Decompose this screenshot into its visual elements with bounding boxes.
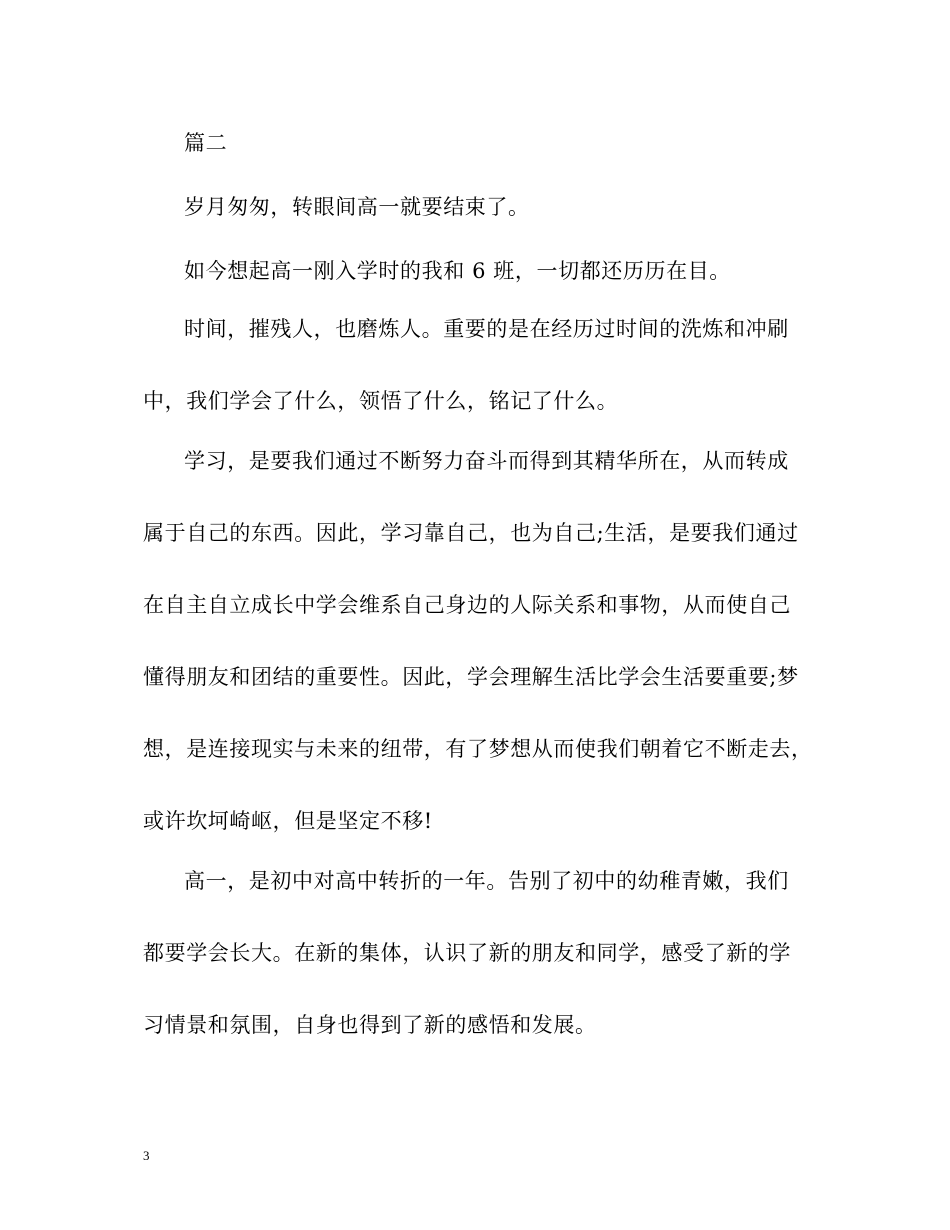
paragraph-line: 时间，摧残人，也磨炼人。重要的是在经历过时间的洗炼和冲刷 — [184, 317, 789, 341]
paragraph-line: 属于自己的东西。因此，学习靠自己，也为自己;生活，是要我们通过 — [143, 521, 799, 545]
paragraph-line: 如今想起高一刚入学时的我和 6 班，一切都还历历在目。 — [184, 259, 731, 283]
paragraph-line: 或许坎坷崎岖，但是坚定不移! — [143, 809, 433, 833]
page-number: 3 — [143, 1148, 150, 1163]
paragraph-line: 都要学会长大。在新的集体，认识了新的朋友和同学，感受了新的学 — [143, 941, 791, 965]
paragraph-line: 学习，是要我们通过不断努力奋斗而得到其精华所在，从而转成 — [184, 449, 789, 473]
paragraph-line: 想，是连接现实与未来的纽带，有了梦想从而使我们朝着它不断走去， — [143, 737, 813, 761]
paragraph-line: 岁月匆匆，转眼间高一就要结束了。 — [184, 195, 530, 219]
paragraph-line: 懂得朋友和团结的重要性。因此，学会理解生活比学会生活要重要;梦 — [143, 665, 799, 689]
paragraph-line: 中，我们学会了什么，领悟了什么，铭记了什么。 — [143, 389, 619, 413]
paragraph-line: 习情景和氛围，自身也得到了新的感悟和发展。 — [143, 1013, 597, 1037]
section-heading: 篇二 — [184, 131, 228, 155]
paragraph-line: 在自主自立成长中学会维系自己身边的人际关系和事物，从而使自己 — [143, 593, 791, 617]
paragraph-line: 高一，是初中对高中转折的一年。告别了初中的幼稚青嫩，我们 — [184, 869, 789, 893]
